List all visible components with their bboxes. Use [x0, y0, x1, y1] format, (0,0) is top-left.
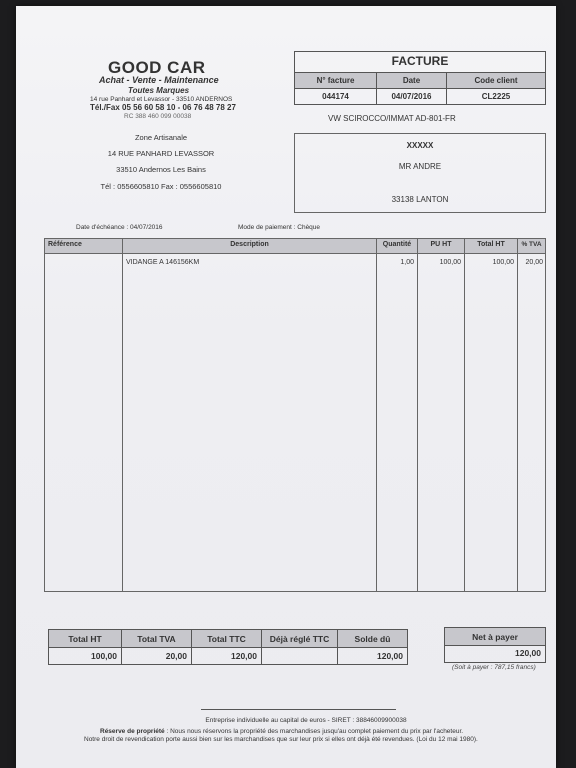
total-ht-value: 100,00	[49, 647, 122, 664]
balance-due-header: Solde dû	[354, 633, 391, 644]
item-unit-price: 100,00	[439, 259, 461, 266]
footer-resale: Notre droit de revendication porte aussi bien sur les marchandises que sur leur prix si elles ont déjà été revendues. (Loi du 12 mai 1980).	[84, 736, 478, 743]
column-divider	[376, 239, 377, 591]
company-name: GOOD CAR	[108, 58, 206, 77]
net-to-pay-value: 120,00	[515, 648, 541, 658]
client-code-header: Code client	[474, 76, 518, 85]
header-reference: Référence	[48, 241, 82, 248]
client-name: MR ANDRE	[398, 162, 442, 171]
totals-table	[48, 629, 408, 665]
totals-values-row	[49, 647, 407, 664]
header-quantity: Quantité	[382, 241, 412, 248]
net-to-pay-header: Net à payer	[445, 628, 545, 646]
total-tva-header: Total TVA	[122, 630, 192, 647]
agency-zone: Zone Artisanale	[134, 133, 188, 142]
reserve-text: : Nous nous réservons la propriété des marchandises jusqu'au complet paiement du prix par l'acheteur.	[164, 728, 464, 735]
client-ref: XXXXX	[406, 141, 434, 150]
item-description: VIDANGE A 146156KM	[126, 259, 200, 266]
invoice-header-row	[295, 72, 545, 89]
agency-city: 33510 Andernos Les Bains	[116, 165, 206, 174]
footer-divider	[201, 709, 396, 710]
company-tagline: Achat - Vente - Maintenance	[99, 75, 219, 85]
net-to-pay-box	[444, 627, 546, 663]
vehicle-info: VW SCIROCCO/IMMAT AD-801-FR	[328, 114, 456, 123]
total-ht-header: Total HT	[49, 630, 122, 647]
item-vat: 20,00	[525, 259, 543, 266]
column-divider	[417, 239, 418, 591]
totals-header-row	[49, 630, 407, 648]
items-table	[44, 238, 546, 592]
company-address: 14 rue Panhard et Levassor - 33510 ANDERNOS	[90, 96, 233, 103]
column-divider	[517, 239, 518, 591]
francs-equivalent: (Soit à payer : 787,15 francs)	[452, 664, 536, 671]
column-divider	[122, 239, 123, 591]
invoice-date: 04/07/2016	[377, 88, 447, 104]
due-date: Date d'échéance : 04/07/2016	[76, 224, 163, 231]
client-city: 33138 LANTON	[391, 195, 449, 204]
total-ttc-header: Total TTC	[192, 630, 262, 647]
invoice-number-header: N° facture	[295, 73, 377, 88]
header-total: Total HT	[477, 241, 505, 248]
balance-due-value: 120,00	[377, 650, 403, 661]
item-total: 100,00	[492, 259, 514, 266]
footer-reserve	[100, 728, 540, 735]
total-tva-value: 20,00	[122, 647, 192, 664]
invoice-title: FACTURE	[391, 54, 449, 68]
total-ttc-value: 120,00	[192, 647, 262, 664]
already-paid-value	[262, 647, 338, 664]
client-code: CL2225	[481, 91, 511, 101]
header-vat: % TVA	[521, 241, 542, 248]
invoice-date-header: Date	[377, 73, 447, 88]
footer-company-info: Entreprise individuelle au capital de euros - SIRET : 38846009900038	[205, 717, 407, 724]
company-brands: Toutes Marques	[128, 86, 190, 95]
reserve-label: Réserve de propriété	[100, 728, 165, 735]
company-phone: Tél./Fax 05 56 60 58 10 - 06 76 48 78 27	[90, 103, 236, 112]
item-quantity: 1,00	[400, 259, 414, 266]
agency-contact: Tél : 0556605810 Fax : 0556605810	[100, 182, 222, 191]
header-unit-price: PU HT	[430, 241, 452, 248]
header-description: Description	[230, 241, 269, 248]
client-address-box	[294, 133, 546, 213]
invoice-number: 044174	[295, 88, 377, 104]
invoice-page	[16, 6, 556, 768]
agency-street: 14 RUE PANHARD LEVASSOR	[107, 149, 215, 158]
invoice-header-box	[294, 51, 546, 105]
already-paid-header: Déjà réglé TTC	[262, 630, 338, 647]
payment-method: Mode de paiement : Chèque	[238, 224, 321, 231]
invoice-values-row	[295, 88, 545, 104]
company-rc: RC 388 460 099 00038	[124, 113, 192, 120]
column-divider	[464, 239, 465, 591]
